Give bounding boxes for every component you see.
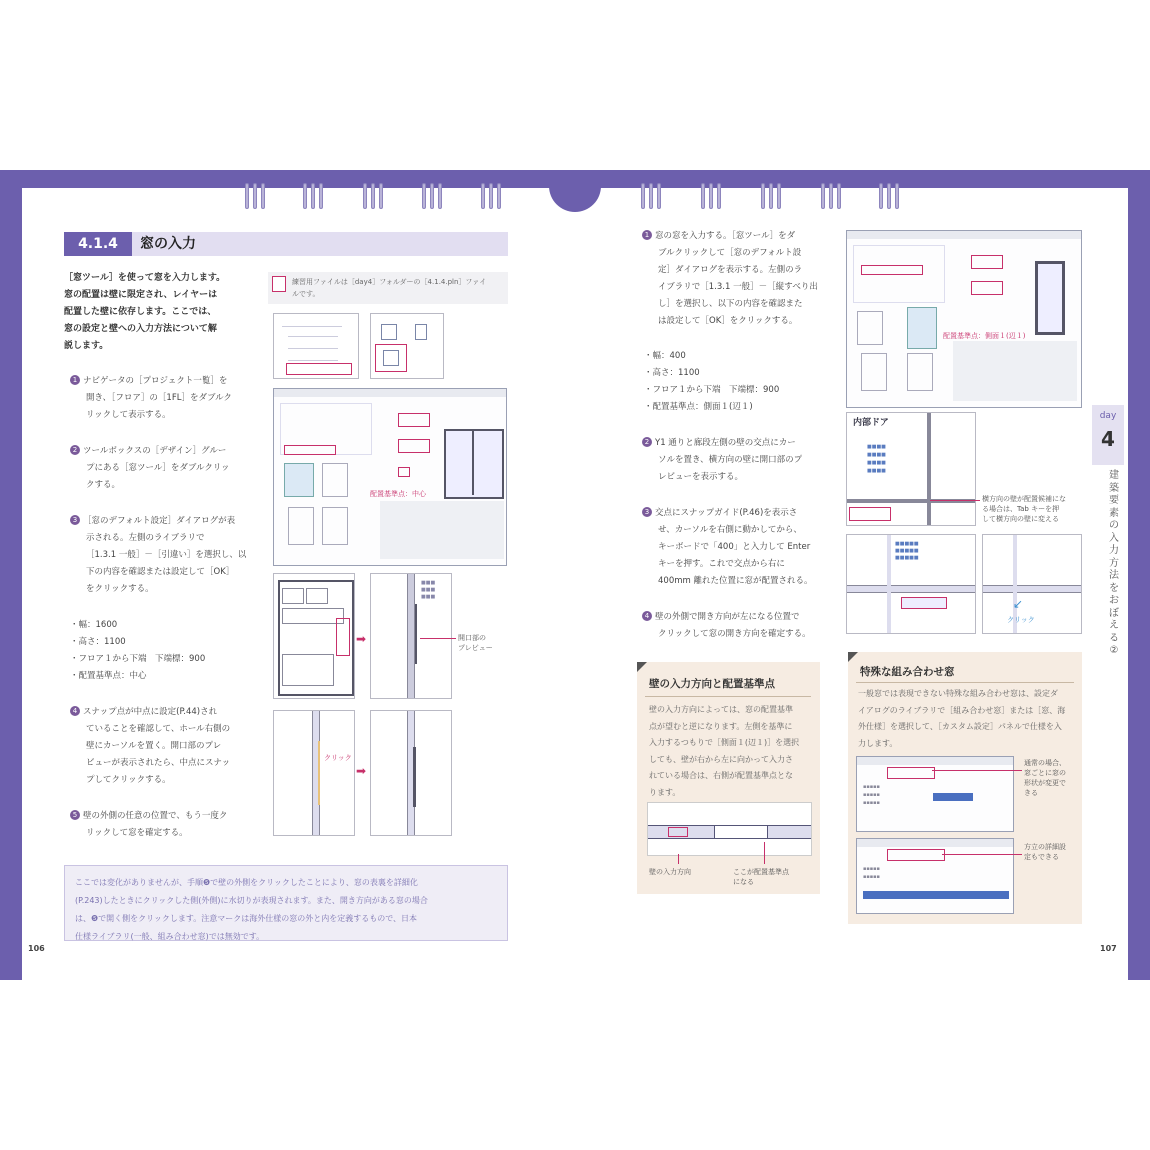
tip-box-wall-direction xyxy=(637,662,820,894)
chapter-tab-number: 4 xyxy=(1101,427,1115,451)
click-callout-left: クリック xyxy=(324,754,352,762)
right-step-1: 1 窓の窓を入力する。［窓ツール］をダ ブルクリックして［窓のデフォルト設 定］ダイアログを表示する。左側のラ イブラリで［1.3.1 一般］－［縦すべり出 し］を選択し、以下の内容を確認また は設定して［OK］をクリックする。 xyxy=(642,228,822,330)
page-number-right: 107 xyxy=(1100,944,1117,953)
section-title: 窓の入力 xyxy=(140,236,196,252)
left-step-4: 4 スナップ点が中点に設定(P.44)され ていることを確認して、ホール右側の 壁にカーソルを置く。開口部のプレ ビューが表示されたら、中点にスナッ プしてクリックする。 xyxy=(70,704,250,789)
arrow-right-icon: ➡ xyxy=(356,632,367,646)
left-step-2: 2 ツールボックスの［デザイン］グルー プにある［窓ツール］をダブルクリッ クする。 xyxy=(70,443,250,494)
binder-ring xyxy=(640,183,662,209)
box2-body: 一般窓では表現できない特殊な組み合わせ窓は、設定ダ イアログのライブラリで［組み合わせ窓］または［窓、海 外仕様］を選択して、［カスタム設定］パネルで仕様を入 力します。 xyxy=(858,689,1066,748)
chapter-tab xyxy=(1092,405,1124,465)
plan-direction-right xyxy=(982,534,1082,634)
custom-settings-panel-1: ▪▪▪▪▪ ▪▪▪▪▪ ▪▪▪▪▪ xyxy=(856,756,1014,832)
binder-ring xyxy=(362,183,384,209)
right-page-lower-band xyxy=(1128,740,1150,980)
click-callout-right: クリック xyxy=(1007,616,1035,624)
tab-note: 横方向の壁が配置候補にな る場合は、Tab キーを押 して横方向の壁に変える xyxy=(982,495,1066,523)
binder-ring xyxy=(302,183,324,209)
left-step-3: 3 ［窓のデフォルト設定］ダイアログが表 示される。左側のライブラリで ［1.3.1 一般］－［引違い］を選択し、以 下の内容を確認または設定して［OK］ をクリックする。 xyxy=(70,513,250,598)
box2-note2: 方立の詳細設 定もできる xyxy=(1024,843,1066,861)
binder-band-left xyxy=(0,170,22,980)
file-note: 練習用ファイルは［day4］フォルダーの［4.1.4.pln］ファイ ルです。 xyxy=(268,272,508,304)
binder-ring xyxy=(878,183,900,209)
snap-before xyxy=(273,710,355,836)
tip-box-combo-window xyxy=(848,652,1082,924)
box1-body: 壁の入力方向によっては、窓の配置基準 点が望むと逆になります。左側を基準に 入力するつもりで［側面１(辺１)］を選択 しても、壁が右から左に向かって入力さ れている場合は、右側が配置基準点とな ります。 xyxy=(649,705,800,797)
left-specs: ・幅：1600 ・高さ：1100 ・フロア１から下端 下端標：900 ・配置基準点：中心 xyxy=(70,620,206,681)
custom-settings-panel-2: ▪▪▪▪▪ ▪▪▪▪▪ xyxy=(856,838,1014,914)
binder-ring xyxy=(700,183,722,209)
plan-snap-right: ■■■■■ ■■■■■ ■■■■■ xyxy=(846,534,976,634)
box1-label-left: 壁の入力方向 xyxy=(649,868,691,876)
window-settings-dialog xyxy=(273,388,507,566)
arrow-right-icon: ➡ xyxy=(356,764,367,778)
right-step-3: 3 交点にスナップガイド(P.46)を表示さ せ、カーソルを右側に動かしてから、 キーボードで「400」と入力して Enter キーを押す。これで交点から右に 400mm 離れた位置に窓が配置される。 xyxy=(642,505,822,590)
right-step-4: 4 壁の外側で開き方向が左になる位置で クリックして窓の開き方向を確定する。 xyxy=(642,609,822,643)
tab-note-leader xyxy=(930,500,980,501)
box1-diagram xyxy=(647,802,812,856)
preview-callout: 開口部の プレビュー xyxy=(458,634,493,652)
info-note: ここでは変化がありませんが、手順❺で壁の外側をクリックしたことにより、窓の表裏を詳細化 (P.243)したときにクリックした側(外側)に水切りが表現されます。また、開き方向がある窓の場合 は、❺で開く側をクリックします。注意マークは海外仕様の窓の外と内を定義するもので、日本 仕様ライブラリ(一般、組み合わせ窓)では無効です。 xyxy=(64,865,508,941)
snap-after xyxy=(370,710,452,836)
section-header xyxy=(64,232,508,256)
plan-preview-right: 内部ドア ■■■■ ■■■■ ■■■■ ■■■■ xyxy=(846,412,976,526)
binder-ring xyxy=(820,183,842,209)
box1-title: 壁の入力方向と配置基準点 xyxy=(649,678,775,690)
intro-text: ［窓ツール］を使って窓を入力します。 窓の配置は壁に限定され、レイヤーは 配置した壁に依存します。ここでは、 窓の設定と壁への入力方法について解 説します。 xyxy=(64,273,226,351)
ref-point-callout: 配置基準点：中心 xyxy=(370,490,426,498)
page-number-left: 106 xyxy=(28,944,45,953)
binder-ring xyxy=(480,183,502,209)
ref-point-callout-right: 配置基準点：側面１(辺１) xyxy=(943,332,1026,340)
binder-ring xyxy=(760,183,782,209)
chapter-tab-label: day xyxy=(1099,411,1117,421)
right-step-2: 2 Y1 通りと廊段左側の壁の交点にカー ソルを置き、横方向の壁に開口部のプ レビューを表示する。 xyxy=(642,435,822,486)
left-step-1: 1 ナビゲータの［プロジェクト一覧］を 開き、［フロア］の［1FL］をダブルク リックして表示する。 xyxy=(70,373,250,424)
section-number: 4.1.4 xyxy=(64,232,132,256)
file-icon xyxy=(272,276,286,292)
floorplan-before xyxy=(273,573,355,699)
toolbox-screenshot xyxy=(370,313,444,379)
right-specs: ・幅：400 ・高さ：1100 ・フロア１から下端 下端標：900 ・配置基準点：側面１(辺１) xyxy=(644,351,780,412)
navigator-screenshot xyxy=(273,313,359,379)
binder-ring xyxy=(421,183,443,209)
preview-leader-line xyxy=(420,638,456,639)
chapter-title-vertical: 建築要素の入力方法をおぼえる② xyxy=(1109,470,1119,656)
arrow-left-icon: ↙ xyxy=(1013,597,1024,611)
floorplan-preview: ■■■ ■■■ ■■■ xyxy=(370,573,452,699)
box2-note1: 通常の場合、 窓ごとに窓の 形状が変更で きる xyxy=(1024,759,1066,797)
box1-label-right: ここが配置基準点 になる xyxy=(733,868,789,886)
box2-title: 特殊な組み合わせ窓 xyxy=(860,666,955,678)
ref-label: 内部ドア xyxy=(853,418,889,428)
window-settings-dialog-right xyxy=(846,230,1082,408)
binder-ring xyxy=(244,183,266,209)
left-step-5: 5 壁の外側の任意の位置で、もう一度ク リックして窓を確定する。 xyxy=(70,808,250,842)
